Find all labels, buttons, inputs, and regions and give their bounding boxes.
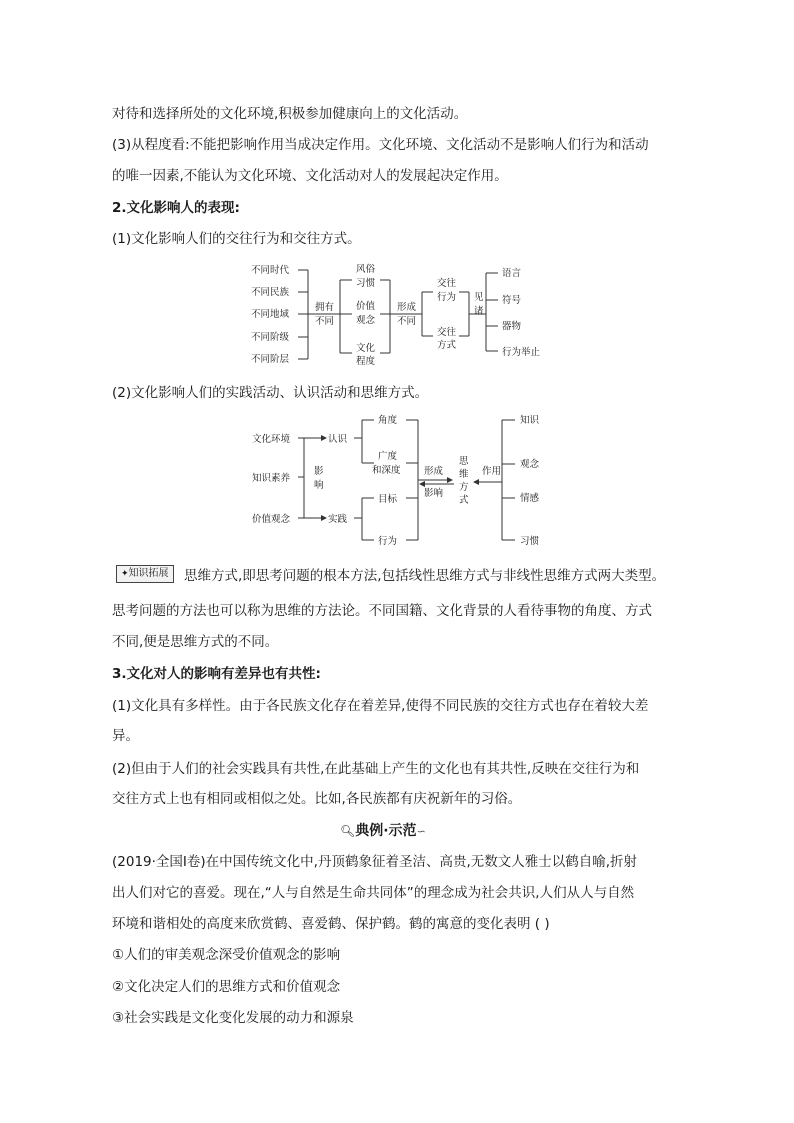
option-line: ②文化决定人们的思维方式和价值观念: [112, 979, 341, 995]
option-line: ③社会实践是文化变化发展的动力和源泉: [112, 1010, 354, 1026]
d2-prac-1: 行为: [378, 536, 398, 547]
d2-branch-cog: 认识: [328, 434, 348, 445]
text-line: 思维方式,即思考问题的根本方法,包括线性思维方式与非线性思维方式两大类型。: [184, 568, 666, 584]
text-line: (1)文化具有多样性。由于各民族文化存在着差异,使得不同民族的交往方式也存在着较大差: [112, 698, 649, 714]
d1-right-3: 行为举止: [502, 347, 541, 358]
d1-right-1: 符号: [502, 295, 522, 306]
d2-think-2: 方: [459, 482, 469, 493]
d2-left-2: 价值观念: [252, 514, 291, 525]
d2-cog-0: 角度: [378, 415, 398, 426]
d2-cog-1: 广度: [378, 451, 398, 462]
diagram-thinking: [240, 406, 560, 552]
d1-mid-1b: 观念: [356, 315, 376, 326]
d2-right-3: 习惯: [520, 536, 540, 547]
question-line: 环境和谐相处的高度来欣赏鹤、喜爱鹤、保护鹤。鹤的寓意的变化表明 ( ): [112, 916, 550, 932]
knowledge-extension-badge: [116, 565, 174, 583]
d2-right-2: 情感: [520, 493, 540, 504]
d2-affect: 影响: [424, 488, 444, 499]
d1-mid-0a: 风俗: [356, 264, 376, 275]
text-line: 思考问题的方法也可以称为思维的方法论。不同国籍、文化背景的人看待事物的角度、方式: [112, 603, 652, 619]
section-heading: 2.文化影响人的表现:: [112, 200, 240, 216]
d2-left-1: 知识素养: [252, 473, 291, 484]
d2-think-0: 思: [459, 456, 469, 467]
d2-prac-0: 目标: [378, 494, 398, 505]
d1-mid-2b: 程度: [356, 356, 376, 366]
d1-act-0a: 交往: [437, 278, 457, 289]
d1-act-0b: 行为: [437, 292, 457, 303]
d1-left-3: 不同阶级: [251, 332, 290, 343]
subsection-title: (2)文化影响人们的实践活动、认识活动和思维方式。: [112, 385, 429, 401]
d2-influence-b: 响: [314, 480, 324, 491]
text-line: (3)从程度看:不能把影响作用当成决定作用。文化环境、文化活动不是影响人们行为和活动: [112, 137, 649, 153]
d2-form: 形成: [424, 466, 444, 477]
d1-mid-2a: 文化: [356, 343, 376, 354]
d1-act-1a: 交往: [437, 327, 457, 338]
d2-cog-2: 和深度: [372, 465, 401, 476]
d1-rel2-b: 不同: [397, 316, 417, 327]
d1-rel3-b: 诸: [474, 306, 484, 317]
d2-influence-a: 影: [314, 466, 324, 477]
d2-right-1: 观念: [520, 459, 540, 470]
example-section-title: 🔍︎典例·示范∽: [340, 823, 426, 839]
text-line: 对待和选择所处的文化环境,积极参加健康向上的文化活动。: [112, 106, 468, 122]
d1-mid-1a: 价值: [356, 301, 376, 312]
d1-right-0: 语言: [502, 268, 522, 279]
d1-rel3-a: 见: [474, 292, 484, 303]
text-line: 的唯一因素,不能认为文化环境、文化活动对人的发展起决定作用。: [112, 168, 508, 184]
d1-rel1-b: 不同: [315, 316, 335, 327]
d1-act-1b: 方式: [437, 340, 457, 351]
d2-use: 作用: [482, 466, 502, 477]
badge-star-icon: ✦: [121, 569, 129, 579]
d1-left-4: 不同阶层: [251, 354, 290, 365]
magnifier-icon: 🔍︎: [340, 824, 356, 838]
text-line: 异。: [112, 728, 139, 744]
section-heading: 3.文化对人的影响有差异也有共性:: [112, 666, 321, 682]
text-line: 不同,便是思维方式的不同。: [112, 634, 279, 650]
text-line: 交往方式上也有相同或相似之处。比如,各民族都有庆祝新年的习俗。: [112, 791, 522, 807]
question-line: (2019·全国Ⅰ卷)在中国传统文化中,丹顶鹤象征着圣洁、高贵,无数文人雅士以鹤自喻,折射: [112, 854, 638, 870]
d2-think-3: 式: [459, 495, 469, 506]
d1-right-2: 器物: [502, 321, 522, 332]
option-line: ①人们的审美观念深受价值观念的影响: [112, 947, 341, 963]
d1-mid-0b: 习惯: [356, 278, 376, 289]
subsection-title: (1)文化影响人们的交往行为和交往方式。: [112, 231, 361, 247]
d2-left-0: 文化环境: [252, 434, 291, 445]
d2-branch-prac: 实践: [328, 514, 348, 525]
diagram-communication: [240, 258, 560, 366]
d1-left-1: 不同民族: [251, 287, 290, 298]
d1-left-2: 不同地域: [251, 309, 290, 320]
d1-rel2-a: 形成: [397, 302, 417, 313]
badge-label: 知识拓展: [128, 568, 169, 579]
decor-swirl-icon: ∽: [416, 825, 426, 838]
d1-rel1-a: 拥有: [315, 302, 335, 313]
question-line: 出人们对它的喜爱。现在,“人与自然是生命共同体”的理念成为社会共识,人们从人与自然: [112, 885, 635, 901]
d1-left-0: 不同时代: [251, 265, 290, 276]
d2-right-0: 知识: [520, 415, 540, 426]
d2-think-1: 维: [459, 469, 469, 480]
text-line: (2)但由于人们的社会实践具有共性,在此基础上产生的文化也有其共性,反映在交往行为和: [112, 761, 640, 777]
